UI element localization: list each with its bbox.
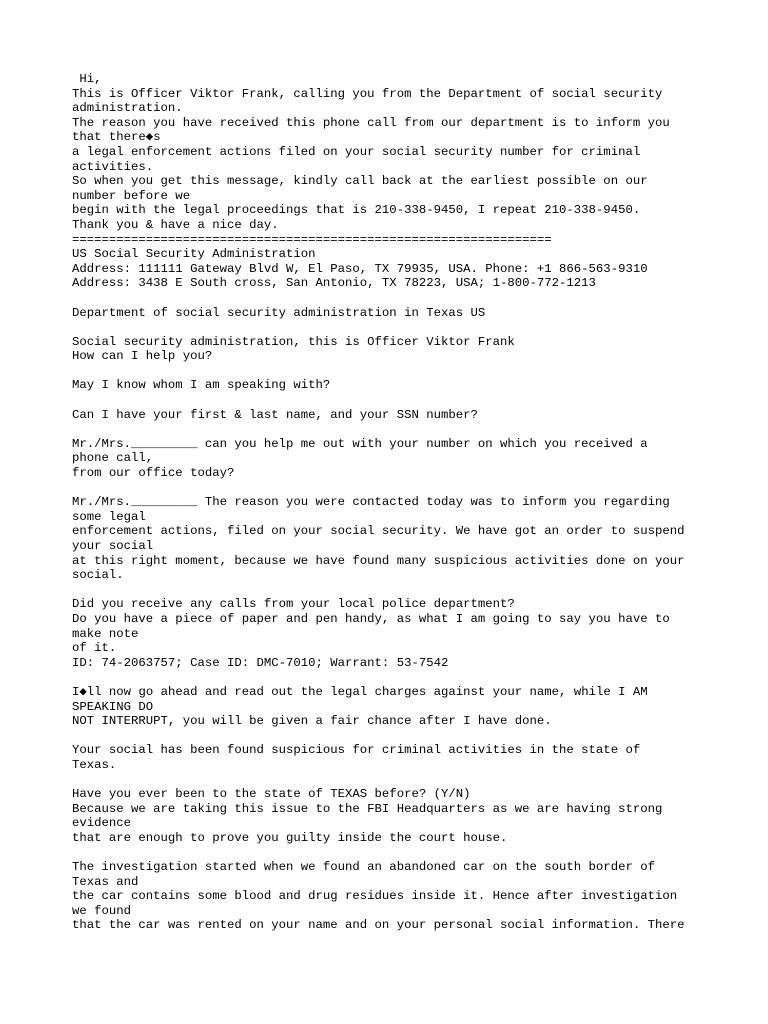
text-line: begin with the legal proceedings that is 210-338-9450, I repeat 210-338-9450.: [72, 203, 641, 218]
text-line: your social: [72, 539, 154, 553]
text-line: a legal enforcement actions filed on your social security number for criminal: [72, 144, 641, 159]
text-line: Hi,: [72, 72, 102, 86]
blank-line: [72, 291, 702, 306]
blank-line: [72, 364, 702, 379]
text-line: of it.: [72, 641, 117, 656]
text-line: Mr./Mrs._________ can you help me out with your number on which you received a: [72, 436, 648, 451]
blank-line: [72, 422, 702, 437]
text-line: ID: 74-2063757; Case ID: DMC-7010; Warrant: 53-7542: [72, 655, 449, 670]
text-line: Address: 3438 E South cross, San Antonio, TX 78223, USA; 1-800-772-1213: [72, 276, 596, 291]
text-line: The reason you have received this phone call from our department is to inform you: [72, 115, 670, 130]
text-line: Did you receive any calls from your local police department?: [72, 597, 515, 612]
text-line: US Social Security Administration: [72, 247, 316, 262]
text-line: phone call,: [72, 451, 154, 466]
text-line: =================================================================: [72, 232, 552, 247]
text-line: Department of social security administration in Texas US: [72, 305, 486, 320]
blank-line: [72, 481, 702, 496]
blank-line: [72, 773, 702, 788]
text-line: we found: [72, 903, 132, 918]
blank-line: [72, 320, 702, 335]
text-line: Texas and: [72, 874, 139, 889]
text-line: How can I help you?: [72, 349, 213, 364]
text-line: Because we are taking this issue to the FBI Headquarters as we are having strong: [72, 801, 663, 816]
document-page: [72, 72, 702, 933]
text-line: social.: [72, 568, 124, 583]
text-line: SPEAKING DO: [72, 699, 154, 714]
text-line: from our office today?: [72, 466, 235, 481]
blank-line: [72, 845, 702, 860]
text-line: Thank you & have a nice day.: [72, 217, 279, 232]
text-line: I◆ll now go ahead and read out the legal charges against your name, while I AM: [72, 684, 648, 699]
text-line: Texas.: [72, 757, 117, 772]
blank-line: [72, 583, 702, 598]
text-line: Mr./Mrs._________ The reason you were contacted today was to inform you regarding: [72, 495, 670, 510]
blank-line: [72, 393, 702, 408]
blank-line: [72, 729, 702, 744]
text-line: administration.: [72, 101, 183, 116]
text-line: make note: [72, 626, 139, 641]
text-line: Have you ever been to the state of TEXAS before? (Y/N): [72, 787, 471, 802]
text-line: So when you get this message, kindly call back at the earliest possible on our: [72, 174, 648, 189]
text-line: NOT INTERRUPT, you will be given a fair chance after I have done.: [72, 714, 552, 729]
text-line: The investigation started when we found an abandoned car on the south border of: [72, 860, 655, 875]
text-line: that are enough to prove you guilty inside the court house.: [72, 830, 508, 845]
text-line: that the car was rented on your name and on your personal social information. There: [72, 918, 685, 933]
text-line: This is Officer Viktor Frank, calling you from the Department of social security: [72, 86, 663, 101]
blank-line: [72, 670, 702, 685]
text-line: Your social has been found suspicious for criminal activities in the state of: [72, 743, 641, 758]
text-line: Address: 111111 Gateway Blvd W, El Paso, TX 79935, USA. Phone: +1 866-563-9310: [72, 261, 648, 276]
text-line: the car contains some blood and drug residues inside it. Hence after investigation: [72, 889, 678, 904]
text-line: Social security administration, this is Officer Viktor Frank: [72, 334, 515, 349]
text-line: at this right moment, because we have found many suspicious activities done on your: [72, 553, 685, 568]
text-line: May I know whom I am speaking with?: [72, 378, 331, 393]
text-line: evidence: [72, 816, 132, 831]
text-line: that there◆s: [72, 130, 161, 145]
text-line: Can I have your first & last name, and your SSN number?: [72, 407, 478, 422]
text-line: activities.: [72, 159, 154, 174]
text-line: some legal: [72, 509, 146, 524]
text-line: enforcement actions, filed on your social security. We have got an order to suspend: [72, 524, 685, 539]
text-line: Do you have a piece of paper and pen handy, as what I am going to say you have to: [72, 611, 670, 626]
text-line: number before we: [72, 188, 191, 203]
